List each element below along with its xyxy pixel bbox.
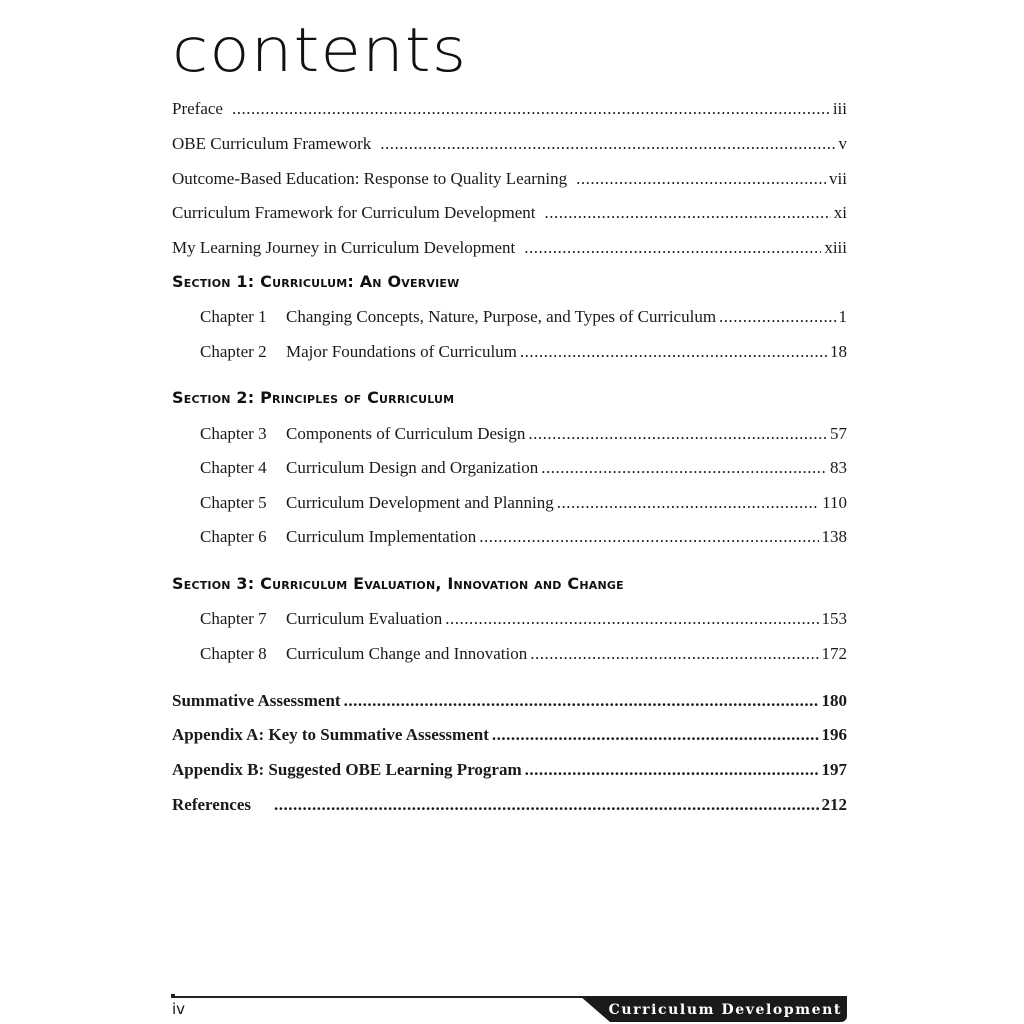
toc-entry-label: Appendix B: Suggested OBE Learning Program — [172, 760, 522, 779]
toc-chapter-6 — [200, 525, 847, 549]
toc-entry-label: OBE Curriculum Framework — [172, 134, 372, 153]
chapter-page: 172 — [821, 644, 847, 663]
dot-leader — [232, 97, 830, 121]
dot-leader — [344, 689, 819, 713]
page-title: contents — [172, 14, 468, 86]
footer-rule — [172, 996, 592, 998]
chapter-number: Chapter 6 — [200, 527, 267, 546]
dot-leader — [520, 340, 827, 364]
toc-entry-page: 212 — [821, 795, 847, 814]
chapter-page: 18 — [830, 342, 847, 361]
toc-entry-page: xi — [833, 203, 847, 222]
toc-chapter-3 — [200, 422, 847, 446]
dot-leader — [525, 758, 819, 782]
toc-chapter-8 — [200, 642, 847, 666]
toc-entry-page: iii — [832, 99, 847, 118]
section-heading-1: Section 1: Curriculum: An Overview — [172, 272, 460, 291]
toc-entry-obe-response — [172, 167, 847, 191]
chapter-number: Chapter 7 — [200, 609, 267, 628]
dot-leader — [380, 132, 835, 156]
chapter-title: Curriculum Design and Organization — [286, 458, 539, 477]
toc-chapter-7 — [200, 607, 847, 631]
toc-entry-label: Summative Assessment — [172, 691, 341, 710]
chapter-title: Curriculum Development and Planning — [286, 493, 554, 512]
toc-entry-label: References — [172, 795, 251, 814]
toc-page — [172, 0, 847, 1024]
chapter-page: 57 — [830, 424, 847, 443]
toc-entry-page: xiii — [824, 238, 847, 257]
toc-entry-label: Curriculum Framework for Curriculum Development — [172, 203, 536, 222]
section-heading-2: Section 2: Principles of Curriculum — [172, 388, 455, 407]
chapter-number: Chapter 2 — [200, 342, 267, 361]
toc-entry-appendix-a — [172, 723, 847, 747]
dot-leader — [479, 525, 818, 549]
toc-entry-preface — [172, 97, 847, 121]
chapter-number: Chapter 8 — [200, 644, 267, 663]
chapter-title: Changing Concepts, Nature, Purpose, and Types of Curriculum — [286, 307, 717, 326]
dot-leader — [719, 305, 835, 329]
toc-entry-page: 180 — [821, 691, 847, 710]
dot-leader — [445, 607, 818, 631]
toc-entry-page: v — [838, 134, 847, 153]
chapter-page: 138 — [821, 527, 847, 546]
dot-leader — [528, 422, 827, 446]
toc-entry-summative-assessment — [172, 689, 847, 713]
dot-leader — [274, 793, 819, 817]
dot-leader — [576, 167, 826, 191]
toc-entry-obe-framework — [172, 132, 847, 156]
chapter-page: 110 — [822, 493, 847, 512]
chapter-page: 83 — [830, 458, 847, 477]
toc-entry-page: vii — [829, 169, 847, 188]
toc-entry-learning-journey — [172, 236, 847, 260]
chapter-number: Chapter 5 — [200, 493, 267, 512]
chapter-number: Chapter 4 — [200, 458, 267, 477]
toc-entry-page: 197 — [821, 760, 847, 779]
toc-chapter-2 — [200, 340, 847, 364]
toc-entry-curriculum-framework — [172, 201, 847, 225]
dot-leader — [541, 456, 827, 480]
dot-leader — [545, 201, 831, 225]
toc-entry-references — [172, 793, 847, 817]
chapter-number: Chapter 3 — [200, 424, 267, 443]
chapter-title: Curriculum Change and Innovation — [286, 644, 528, 663]
dot-leader — [557, 491, 819, 515]
toc-chapter-5 — [200, 491, 847, 515]
toc-entry-label: Appendix A: Key to Summative Assessment — [172, 725, 489, 744]
chapter-number: Chapter 1 — [200, 307, 267, 326]
footer-page-number: iv — [172, 1000, 186, 1018]
toc-entry-appendix-b — [172, 758, 847, 782]
chapter-page: 153 — [821, 609, 847, 628]
chapter-title: Major Foundations of Curriculum — [286, 342, 517, 361]
toc-entry-page: 196 — [821, 725, 847, 744]
dot-leader — [492, 723, 819, 747]
toc-entry-label: My Learning Journey in Curriculum Development — [172, 238, 516, 257]
section-heading-3: Section 3: Curriculum Evaluation, Innovation and Change — [172, 574, 624, 593]
chapter-title: Curriculum Implementation — [286, 527, 477, 546]
chapter-title: Curriculum Evaluation — [286, 609, 443, 628]
toc-chapter-1 — [200, 305, 847, 329]
footer-book-title: Curriculum Development — [608, 1002, 842, 1018]
dot-leader — [524, 236, 821, 260]
toc-entry-label: Preface — [172, 99, 223, 118]
chapter-title: Components of Curriculum Design — [286, 424, 526, 443]
toc-entry-label: Outcome-Based Education: Response to Quality Learning — [172, 169, 568, 188]
chapter-page: 1 — [838, 307, 847, 326]
toc-chapter-4 — [200, 456, 847, 480]
dot-leader — [530, 642, 818, 666]
